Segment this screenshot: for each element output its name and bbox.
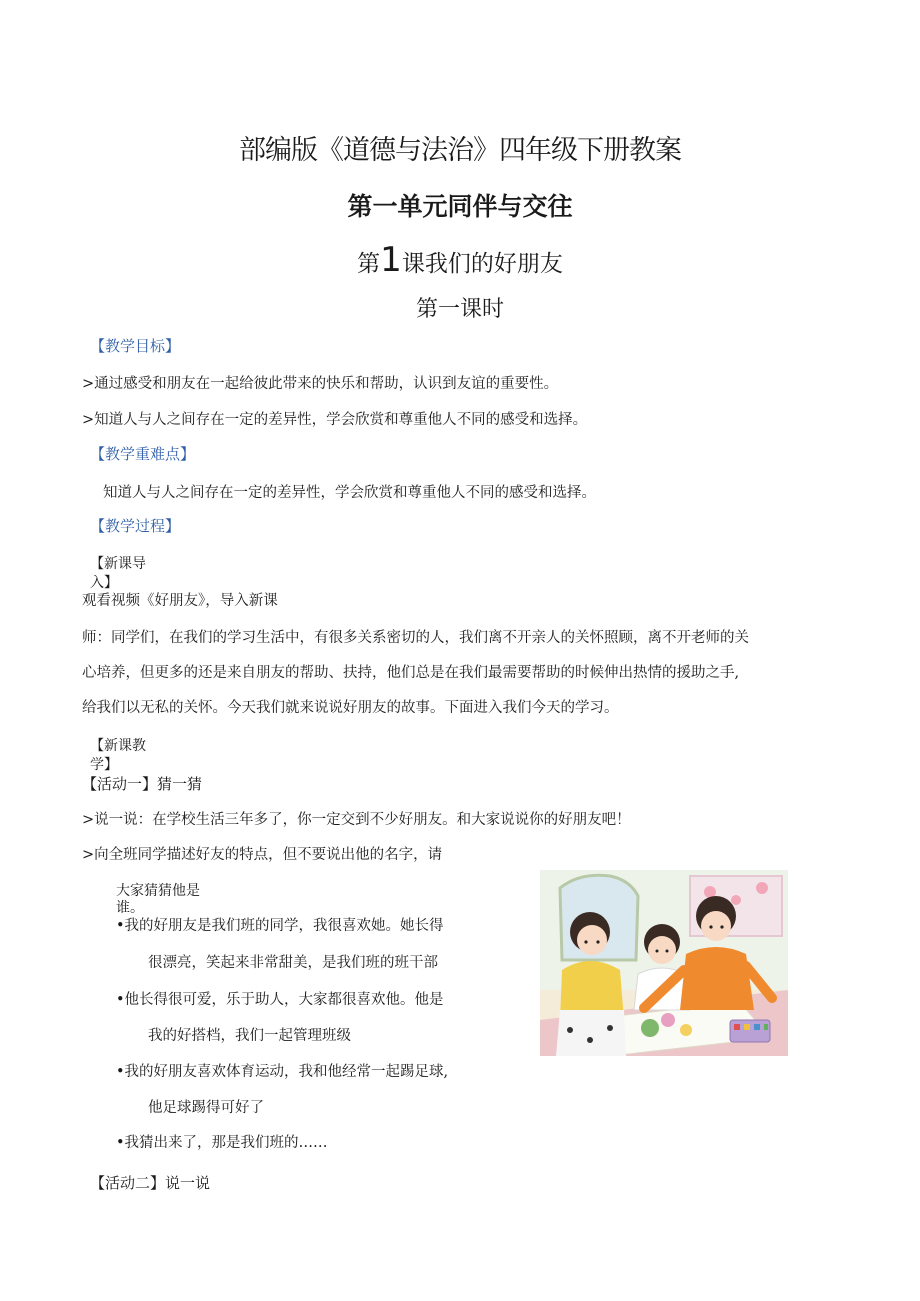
intro-line: 观看视频《好朋友》，导入新课 — [82, 593, 278, 609]
period-title: 第一课时 — [415, 297, 504, 322]
key-points-heading: 【教学重难点】 — [90, 445, 196, 463]
goal-item: >知道人与人之间存在一定的差异性，学会欣赏和尊重他人不同的感受和选择。 — [82, 412, 588, 428]
bullet-item-cont: 很漂亮，笑起来非常甜美，是我们班的班干部 — [148, 955, 438, 971]
intro-line: 给我们以无私的关怀。今天我们就来说说好朋友的故事。下面进入我们今天的学习。 — [82, 700, 619, 716]
guess-line-cont: 谁。 — [116, 900, 144, 916]
children-drawing-illustration — [540, 870, 788, 1056]
bullet-item-cont: 我的好搭档，我们一起管理班级 — [148, 1028, 351, 1044]
bullet-item: •我的好朋友是我们班的同学，我很喜欢她。她长得 — [116, 918, 444, 934]
process-heading: 【教学过程】 — [90, 517, 181, 535]
activity1-line: >向全班同学描述好友的特点，但不要说出他的名字，请 — [82, 847, 443, 863]
goal-item: >通过感受和朋友在一起给彼此带来的快乐和帮助，认识到友谊的重要性。 — [82, 376, 559, 392]
lesson-title-suffix: 课我们的好朋友 — [401, 251, 563, 277]
bullet-item: •我猜出来了，那是我们班的…… — [116, 1135, 328, 1151]
teach-heading-cont: 学】 — [90, 757, 118, 773]
bullet-item-cont: 他足球踢得可好了 — [148, 1100, 264, 1116]
intro-heading-cont: 入】 — [90, 575, 118, 591]
intro-line: 师：同学们，在我们的学习生活中，有很多关系密切的人，我们离不开亲人的关怀照顾，离不开老师的关 — [82, 630, 749, 646]
unit-title: 第一单元同伴与交往 — [347, 192, 573, 221]
teach-heading: 【新课教 — [90, 738, 146, 754]
bullet-item: •我的好朋友喜欢体育运动，我和他经常一起踢足球, — [116, 1064, 449, 1080]
activity1-heading: 【活动一】猜一猜 — [82, 775, 203, 793]
activity1-line: >说一说：在学校生活三年多了，你一定交到不少好朋友。和大家说说你的好朋友吧！ — [82, 812, 631, 828]
bullet-item: •他长得很可爱，乐于助人，大家都很喜欢他。他是 — [116, 992, 444, 1008]
intro-line: 心培养，但更多的还是来自朋友的帮助、扶持，他们总是在我们最需要帮助的时候伸出热情的援助之手, — [82, 665, 740, 681]
guess-line: 大家猜猜他是 — [116, 883, 200, 899]
intro-heading: 【新课导 — [90, 556, 146, 572]
goals-heading: 【教学目标】 — [90, 337, 181, 355]
lesson-title-prefix: 第 — [357, 251, 381, 277]
lesson-number: 1 — [380, 240, 402, 280]
activity2-heading: 【活动二】说一说 — [90, 1174, 211, 1192]
key-points-text: 知道人与人之间存在一定的差异性，学会欣赏和尊重他人不同的感受和选择。 — [103, 485, 596, 501]
document-title: 部编版《道德与法治》四年级下册教案 — [239, 135, 681, 166]
lesson-title — [0, 240, 920, 280]
